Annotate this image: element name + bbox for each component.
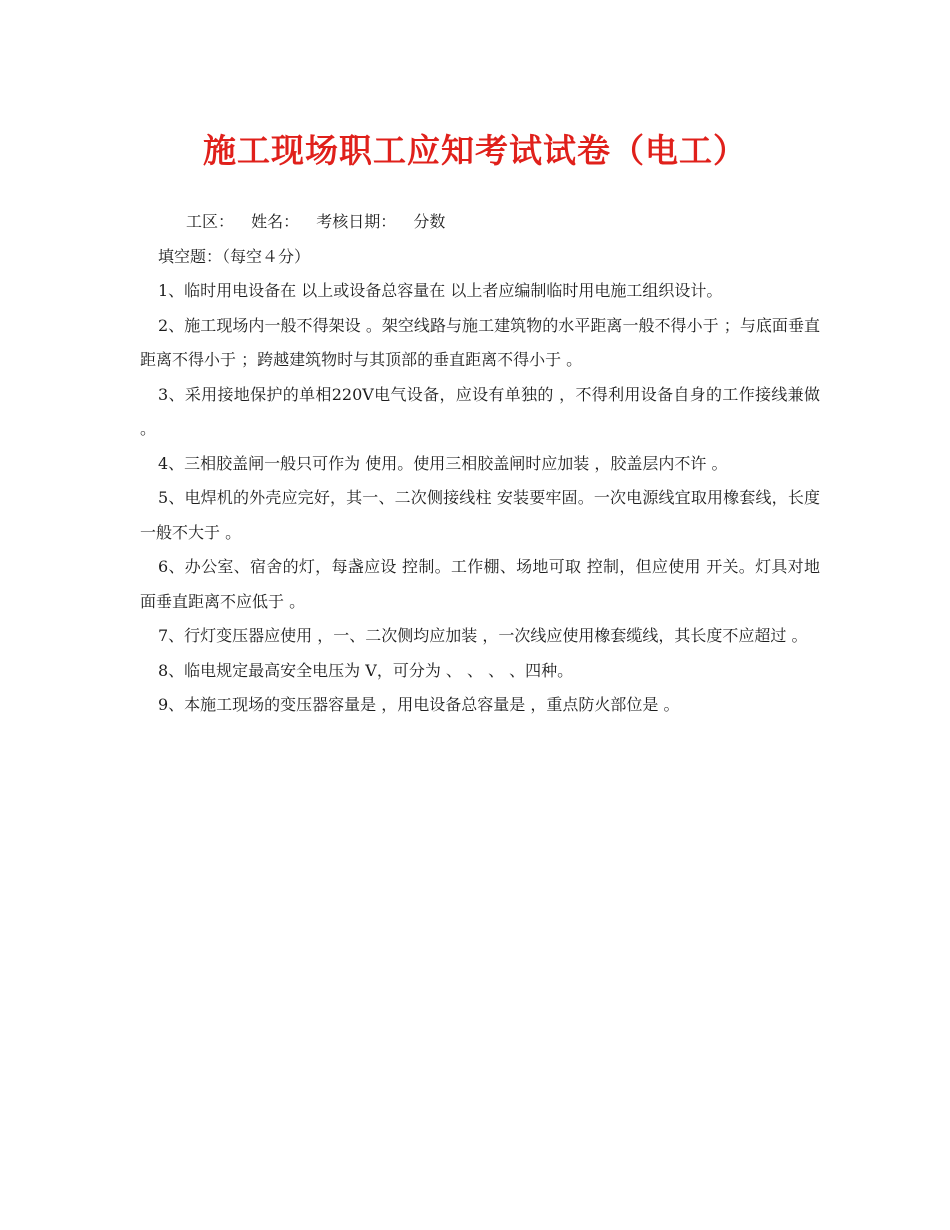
score-label: 分数 <box>413 212 446 231</box>
question-8: 8、临电规定最高安全电压为 V，可分为 、 、 、 、四种。 <box>158 660 574 680</box>
exam-info-line <box>140 205 820 240</box>
question-1: 1、临时用电设备在 以上或设备总容量在 以上者应编制临时用电施工组织设计。 <box>158 281 723 300</box>
question-6: 6、办公室、宿舍的灯，每盏应设 控制。工作棚、场地可取 控制，但应使用 开关。灯具对地面垂直距离不应低于 。 <box>140 557 820 611</box>
name-label: 姓名： <box>251 212 300 231</box>
question-7: 7、行灯变压器应使用 ，一、二次侧均应加装 ，一次线应使用橡套缆线，其长度不应超过 。 <box>158 626 808 645</box>
work-area-label: 工区： <box>186 212 235 231</box>
section-heading: 填空题：（每空４分） <box>158 246 311 266</box>
question-2: 2、施工现场内一般不得架设 。架空线路与施工建筑物的水平距离一般不得小于 ；与底面垂直距离不得小于 ；跨越建筑物时与其顶部的垂直距离不得小于 。 <box>140 315 820 369</box>
question-9: 9、本施工现场的变压器容量是 ，用电设备总容量是 ，重点防火部位是 。 <box>158 695 680 714</box>
question-4: 4、三相胶盖闸一般只可作为 使用。使用三相胶盖闸时应加装 ，胶盖层内不许 。 <box>158 453 728 473</box>
question-5: 5、电焊机的外壳应完好，其一、二次侧接线柱 安装要牢固。一次电源线宜取用橡套线，长度一般不大于 。 <box>140 488 820 542</box>
document-body <box>140 205 820 723</box>
document-title: 施工现场职工应知考试试卷（电工） <box>203 131 747 170</box>
exam-date-label: 考核日期： <box>316 212 397 231</box>
question-3: 3、采用接地保护的单相220V电气设备，应设有单独的 ，不得利用设备自身的工作接线兼做 。 <box>140 384 820 438</box>
